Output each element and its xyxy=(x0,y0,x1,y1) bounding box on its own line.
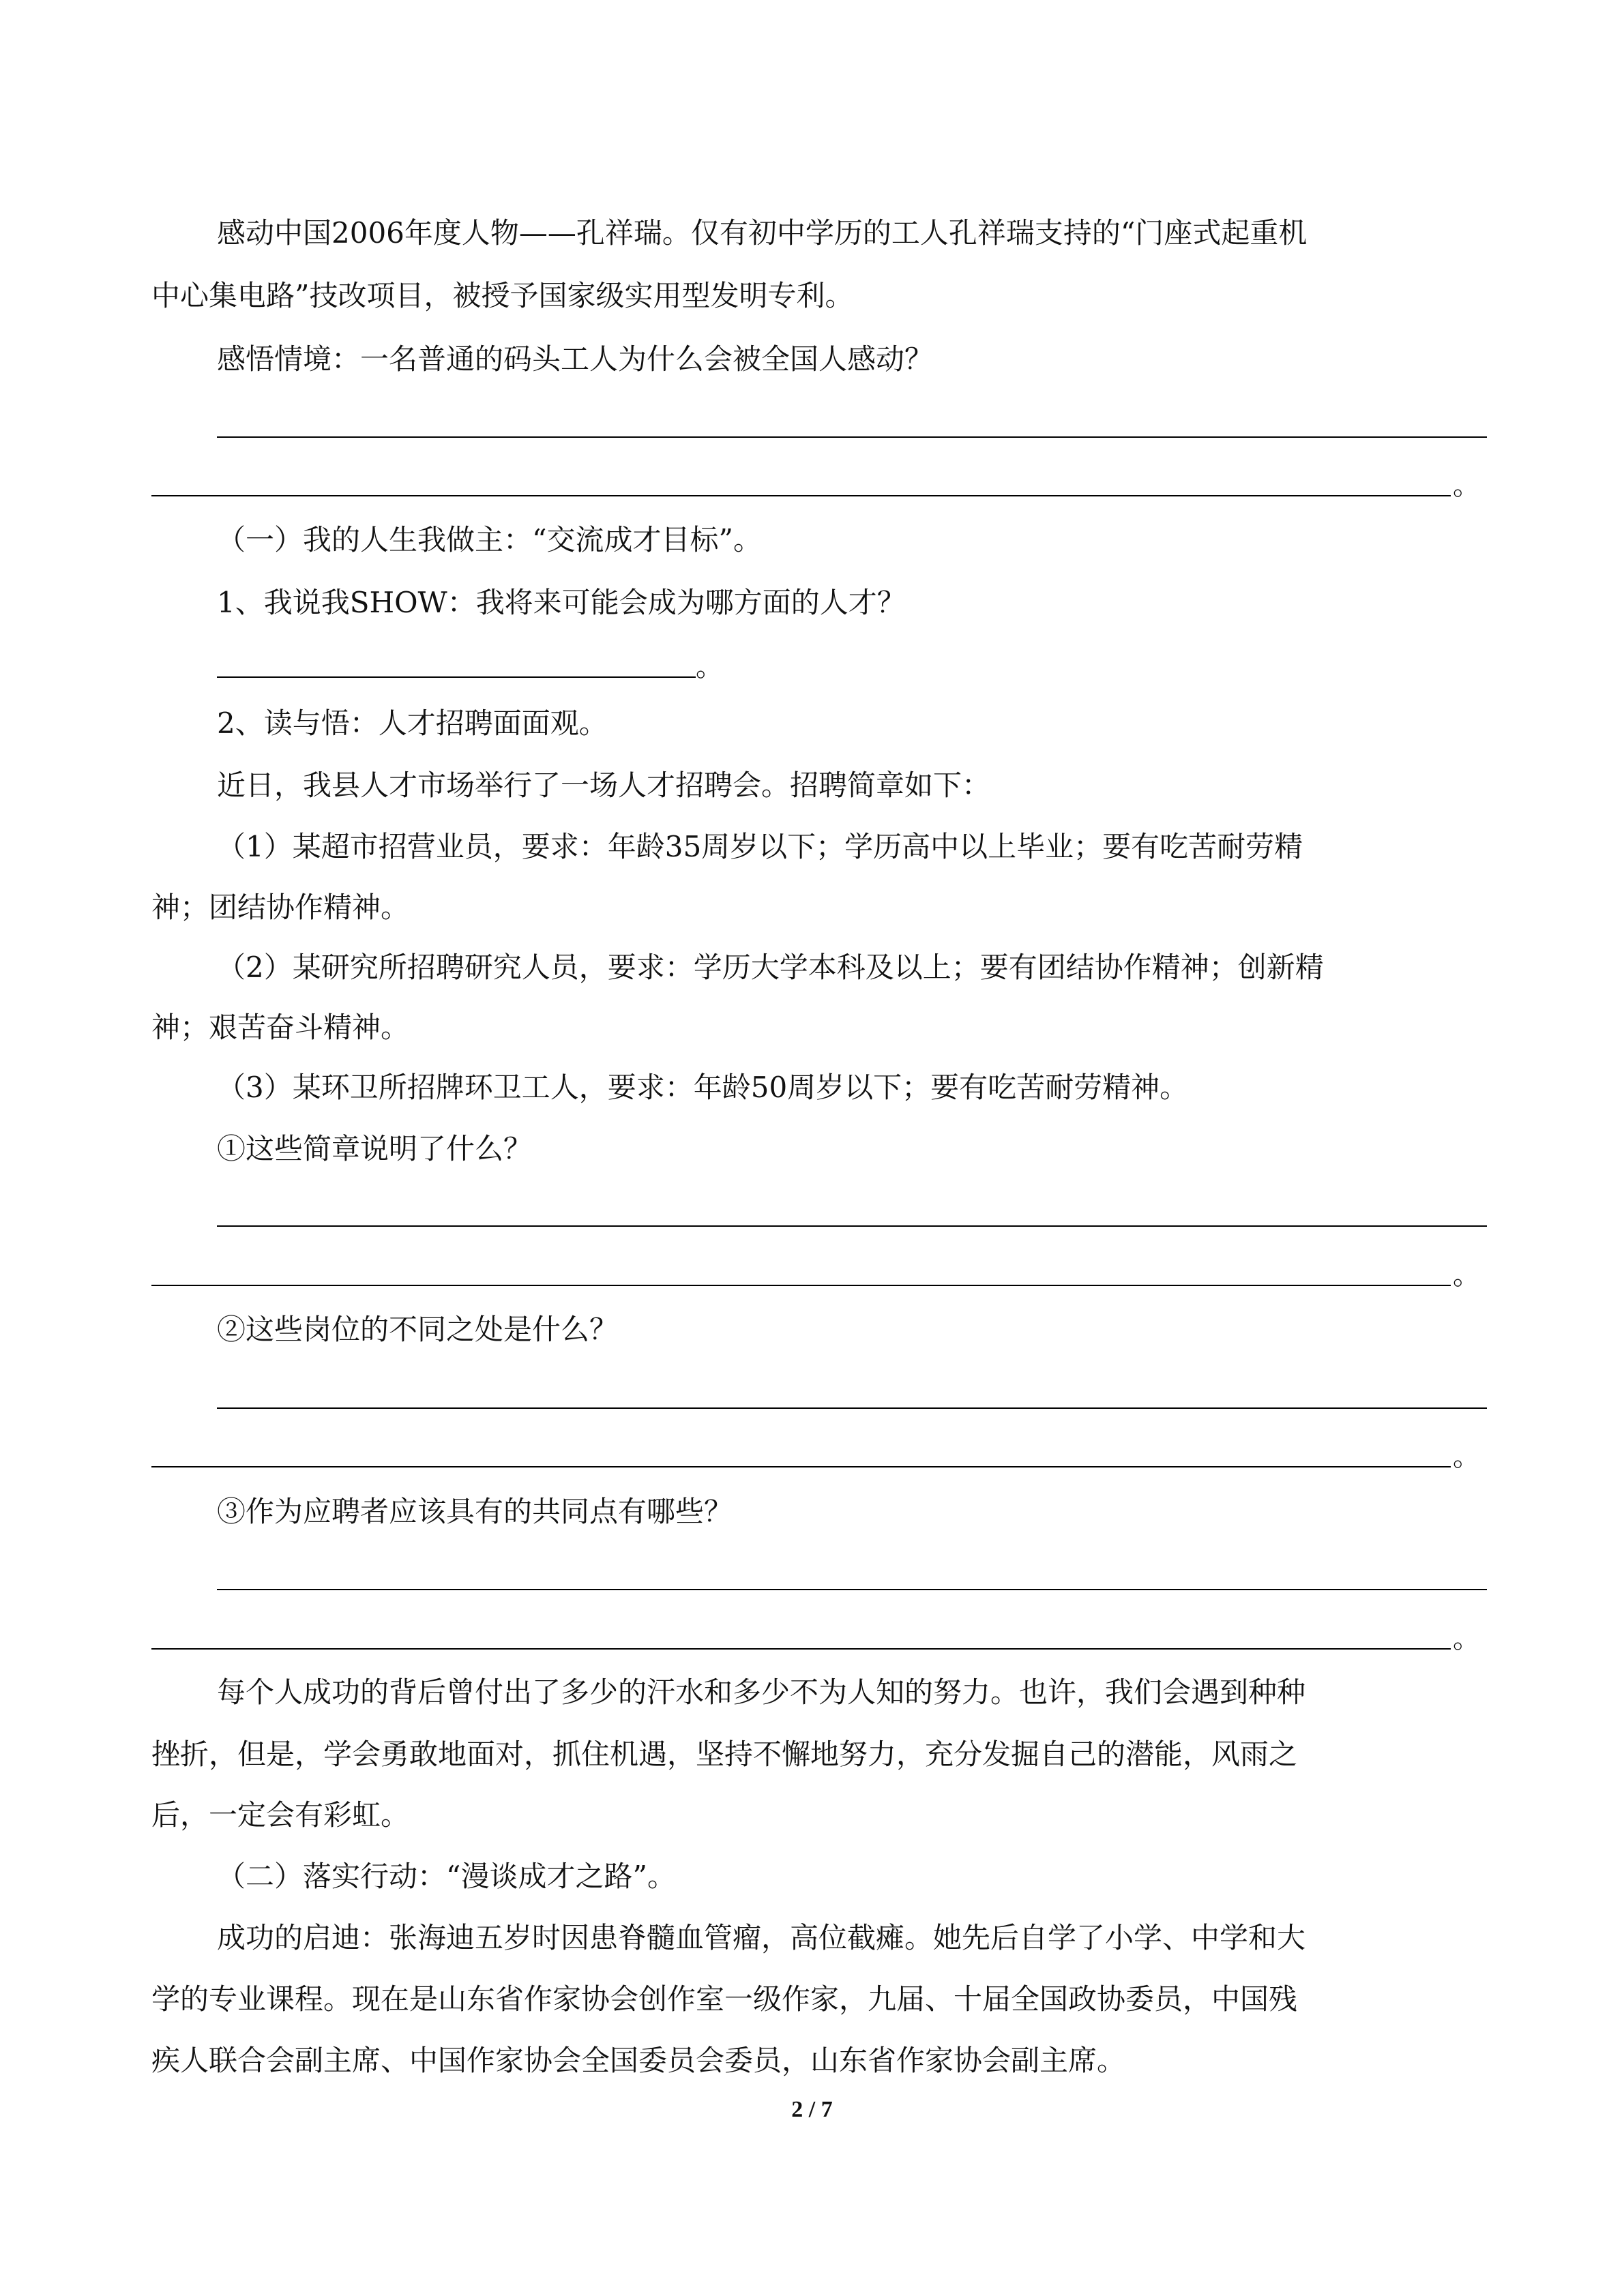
answer-line xyxy=(217,436,1487,438)
paragraph-line: 每个人成功的背后曾付出了多少的汗水和多少不为人知的努力。也许，我们会遇到种种 xyxy=(217,1675,1306,1709)
question-text: ①这些简章说明了什么？ xyxy=(217,1132,533,1165)
answer-line xyxy=(151,1466,1451,1467)
answer-line xyxy=(217,1225,1487,1227)
paragraph-line: 感动中国2006年度人物——孔祥瑞。仅有初中学历的工人孔祥瑞支持的“门座式起重机 xyxy=(217,216,1308,250)
answer-line xyxy=(217,1407,1487,1409)
paragraph-line: 成功的启迪：张海迪五岁时因患脊髓血管瘤，高位截瘫。她先后自学了小学、中学和大 xyxy=(217,1921,1306,1954)
paragraph-line: 挫折，但是，学会勇敢地面对，抓住机遇，坚持不懈地努力，充分发掘自己的潜能，风雨之 xyxy=(151,1738,1298,1771)
question-text: 2、读与悟：人才招聘面面观。 xyxy=(217,706,608,740)
job-listing-line: 神；团结协作精神。 xyxy=(151,891,410,924)
end-mark: 。 xyxy=(696,651,723,683)
job-listing-line: （2）某研究所招聘研究人员，要求：学历大学本科及以上；要有团结协作精神；创新精 xyxy=(217,951,1324,984)
section-heading: （一）我的人生我做主：“交流成才目标”。 xyxy=(217,523,762,556)
end-mark: 。 xyxy=(1453,1441,1480,1472)
end-mark: 。 xyxy=(1453,470,1480,501)
answer-line xyxy=(151,1648,1451,1650)
end-mark: 。 xyxy=(1453,1259,1480,1291)
paragraph-line: 近日，我县人才市场举行了一场人才招聘会。招聘简章如下： xyxy=(217,769,991,802)
question-text: 感悟情境：一名普通的码头工人为什么会被全国人感动？ xyxy=(217,342,934,376)
answer-line xyxy=(151,1285,1451,1286)
paragraph-line: 后，一定会有彩虹。 xyxy=(151,1798,410,1832)
paragraph-line: 中心集电路”技改项目，被授予国家级实用型发明专利。 xyxy=(151,279,854,312)
question-text: ③作为应聘者应该具有的共同点有哪些？ xyxy=(217,1495,733,1528)
question-text: ②这些岗位的不同之处是什么？ xyxy=(217,1313,619,1346)
answer-line xyxy=(151,495,1451,496)
section-heading: （二）落实行动：“漫谈成才之路”。 xyxy=(217,1860,676,1893)
job-listing-line: （1）某超市招营业员，要求：年龄35周岁以下；学历高中以上毕业；要有吃苦耐劳精 xyxy=(217,830,1303,863)
question-text: 1、我说我SHOW：我将来可能会成为哪方面的人才？ xyxy=(217,586,906,619)
paragraph-line: 疾人联合会副主席、中国作家协会全国委员会委员，山东省作家协会副主席。 xyxy=(151,2044,1126,2077)
paragraph-line: 学的专业课程。现在是山东省作家协会创作室一级作家，九届、十届全国政协委员，中国残 xyxy=(151,1982,1298,2016)
end-mark: 。 xyxy=(1453,1623,1480,1654)
job-listing-line: （3）某环卫所招牌环卫工人，要求：年龄50周岁以下；要有吃苦耐劳精神。 xyxy=(217,1071,1189,1104)
job-listing-line: 神；艰苦奋斗精神。 xyxy=(151,1011,410,1044)
page-number: 2 / 7 xyxy=(791,2097,833,2122)
answer-line xyxy=(217,676,696,678)
answer-line xyxy=(217,1589,1487,1590)
